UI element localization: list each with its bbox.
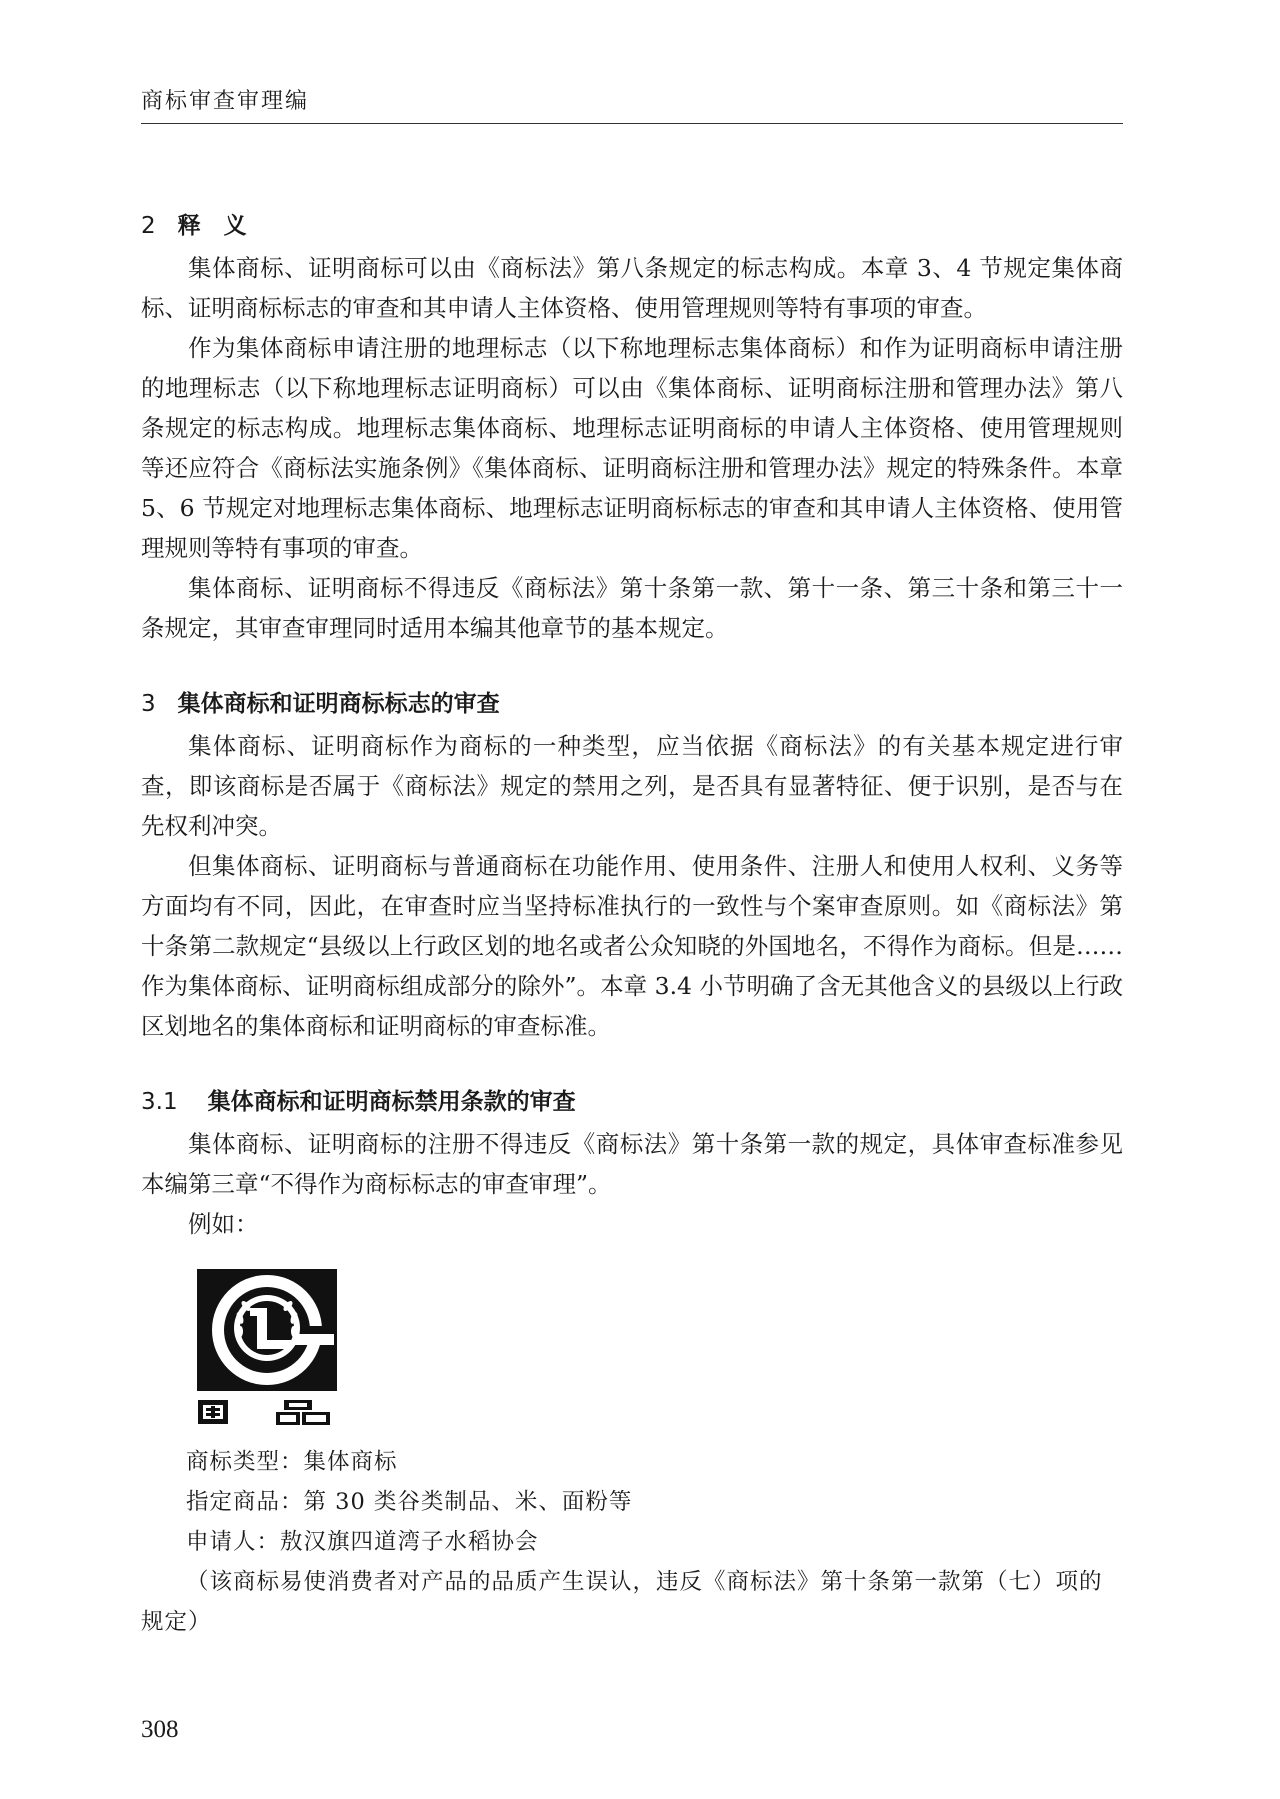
paragraph: 集体商标、证明商标可以由《商标法》第八条规定的标志构成。本章 3、4 节规定集体商标、证明商标标志的审查和其申请人主体资格、使用管理规则等特有事项的审查。: [141, 254, 1123, 322]
section-3-1-heading: [141, 1088, 1123, 1116]
header-rule: [141, 123, 1123, 124]
section-3-heading: [141, 690, 1123, 718]
designated-goods: 指定商品：第 30 类谷类制品、米、面粉等: [186, 1489, 633, 1515]
section-number: 3: [141, 691, 156, 717]
page-number: 308: [141, 1716, 179, 1743]
section-title: 集体商标和证明商标禁用条款的审查: [207, 1089, 576, 1115]
running-head: 商标审查审理编: [141, 89, 310, 114]
page-content: [141, 212, 1123, 1642]
paragraph: 但集体商标、证明商标与普通商标在功能作用、使用条件、注册人和使用人权利、义务等方面均有不同，因此，在审查时应当坚持标准执行的一致性与个案审查原则。如《商标法》第十条第二款规定“县级以上行政区划的地名或者公众知晓的外国地名，不得作为商标。但是……作为集体商标、证明商标组成部分的除外”。本章 3.4 小节明确了含无其他含义的县级以上行政区划地名的集体商标和证明商标的审查标准。: [141, 852, 1123, 1040]
paragraph-example-intro: 例如：: [188, 1210, 259, 1238]
paragraph: 作为集体商标申请注册的地理标志（以下称地理标志集体商标）和作为证明商标申请注册的地理标志（以下称地理标志证明商标）可以由《集体商标、证明商标注册和管理办法》第八条规定的标志构成。地理标志集体商标、地理标志证明商标的申请人主体资格、使用管理规则等还应符合《商标法实施条例》《集体商标、证明商标注册和管理办法》规定的特殊条件。本章 5、6 节规定对地理标志集体商标、地理标志证明商标标志的审查和其申请人主体资格、使用管理规则等特有事项的审查。: [141, 334, 1123, 562]
trademark-logo: [196, 1268, 340, 1428]
section-title: 释 义: [177, 213, 247, 239]
trademark-type: 商标类型：集体商标: [186, 1449, 398, 1475]
paragraph: 集体商标、证明商标的注册不得违反《商标法》第十条第一款的规定，具体审查标准参见本编第三章“不得作为商标标志的审查审理”。: [141, 1130, 1123, 1198]
example-note: （该商标易使消费者对产品的品质产生误认，违反《商标法》第十条第一款第（七）项的规定）: [141, 1569, 1103, 1635]
applicant: 申请人：敖汉旗四道湾子水稻协会: [186, 1529, 539, 1555]
example-caption: [141, 1442, 1123, 1642]
section-title: 集体商标和证明商标标志的审查: [177, 691, 500, 717]
section-2-heading: [141, 212, 1123, 240]
section-number: 3.1: [141, 1089, 178, 1115]
trademark-logo-image: [196, 1268, 340, 1428]
section-number: 2: [141, 213, 156, 239]
paragraph: 集体商标、证明商标不得违反《商标法》第十条第一款、第十一条、第三十条和第三十一条规定，其审查审理同时适用本编其他章节的基本规定。: [141, 574, 1123, 642]
paragraph: 集体商标、证明商标作为商标的一种类型，应当依据《商标法》的有关基本规定进行审查，即该商标是否属于《商标法》规定的禁用之列，是否具有显著特征、便于识别，是否与在先权利冲突。: [141, 732, 1123, 840]
